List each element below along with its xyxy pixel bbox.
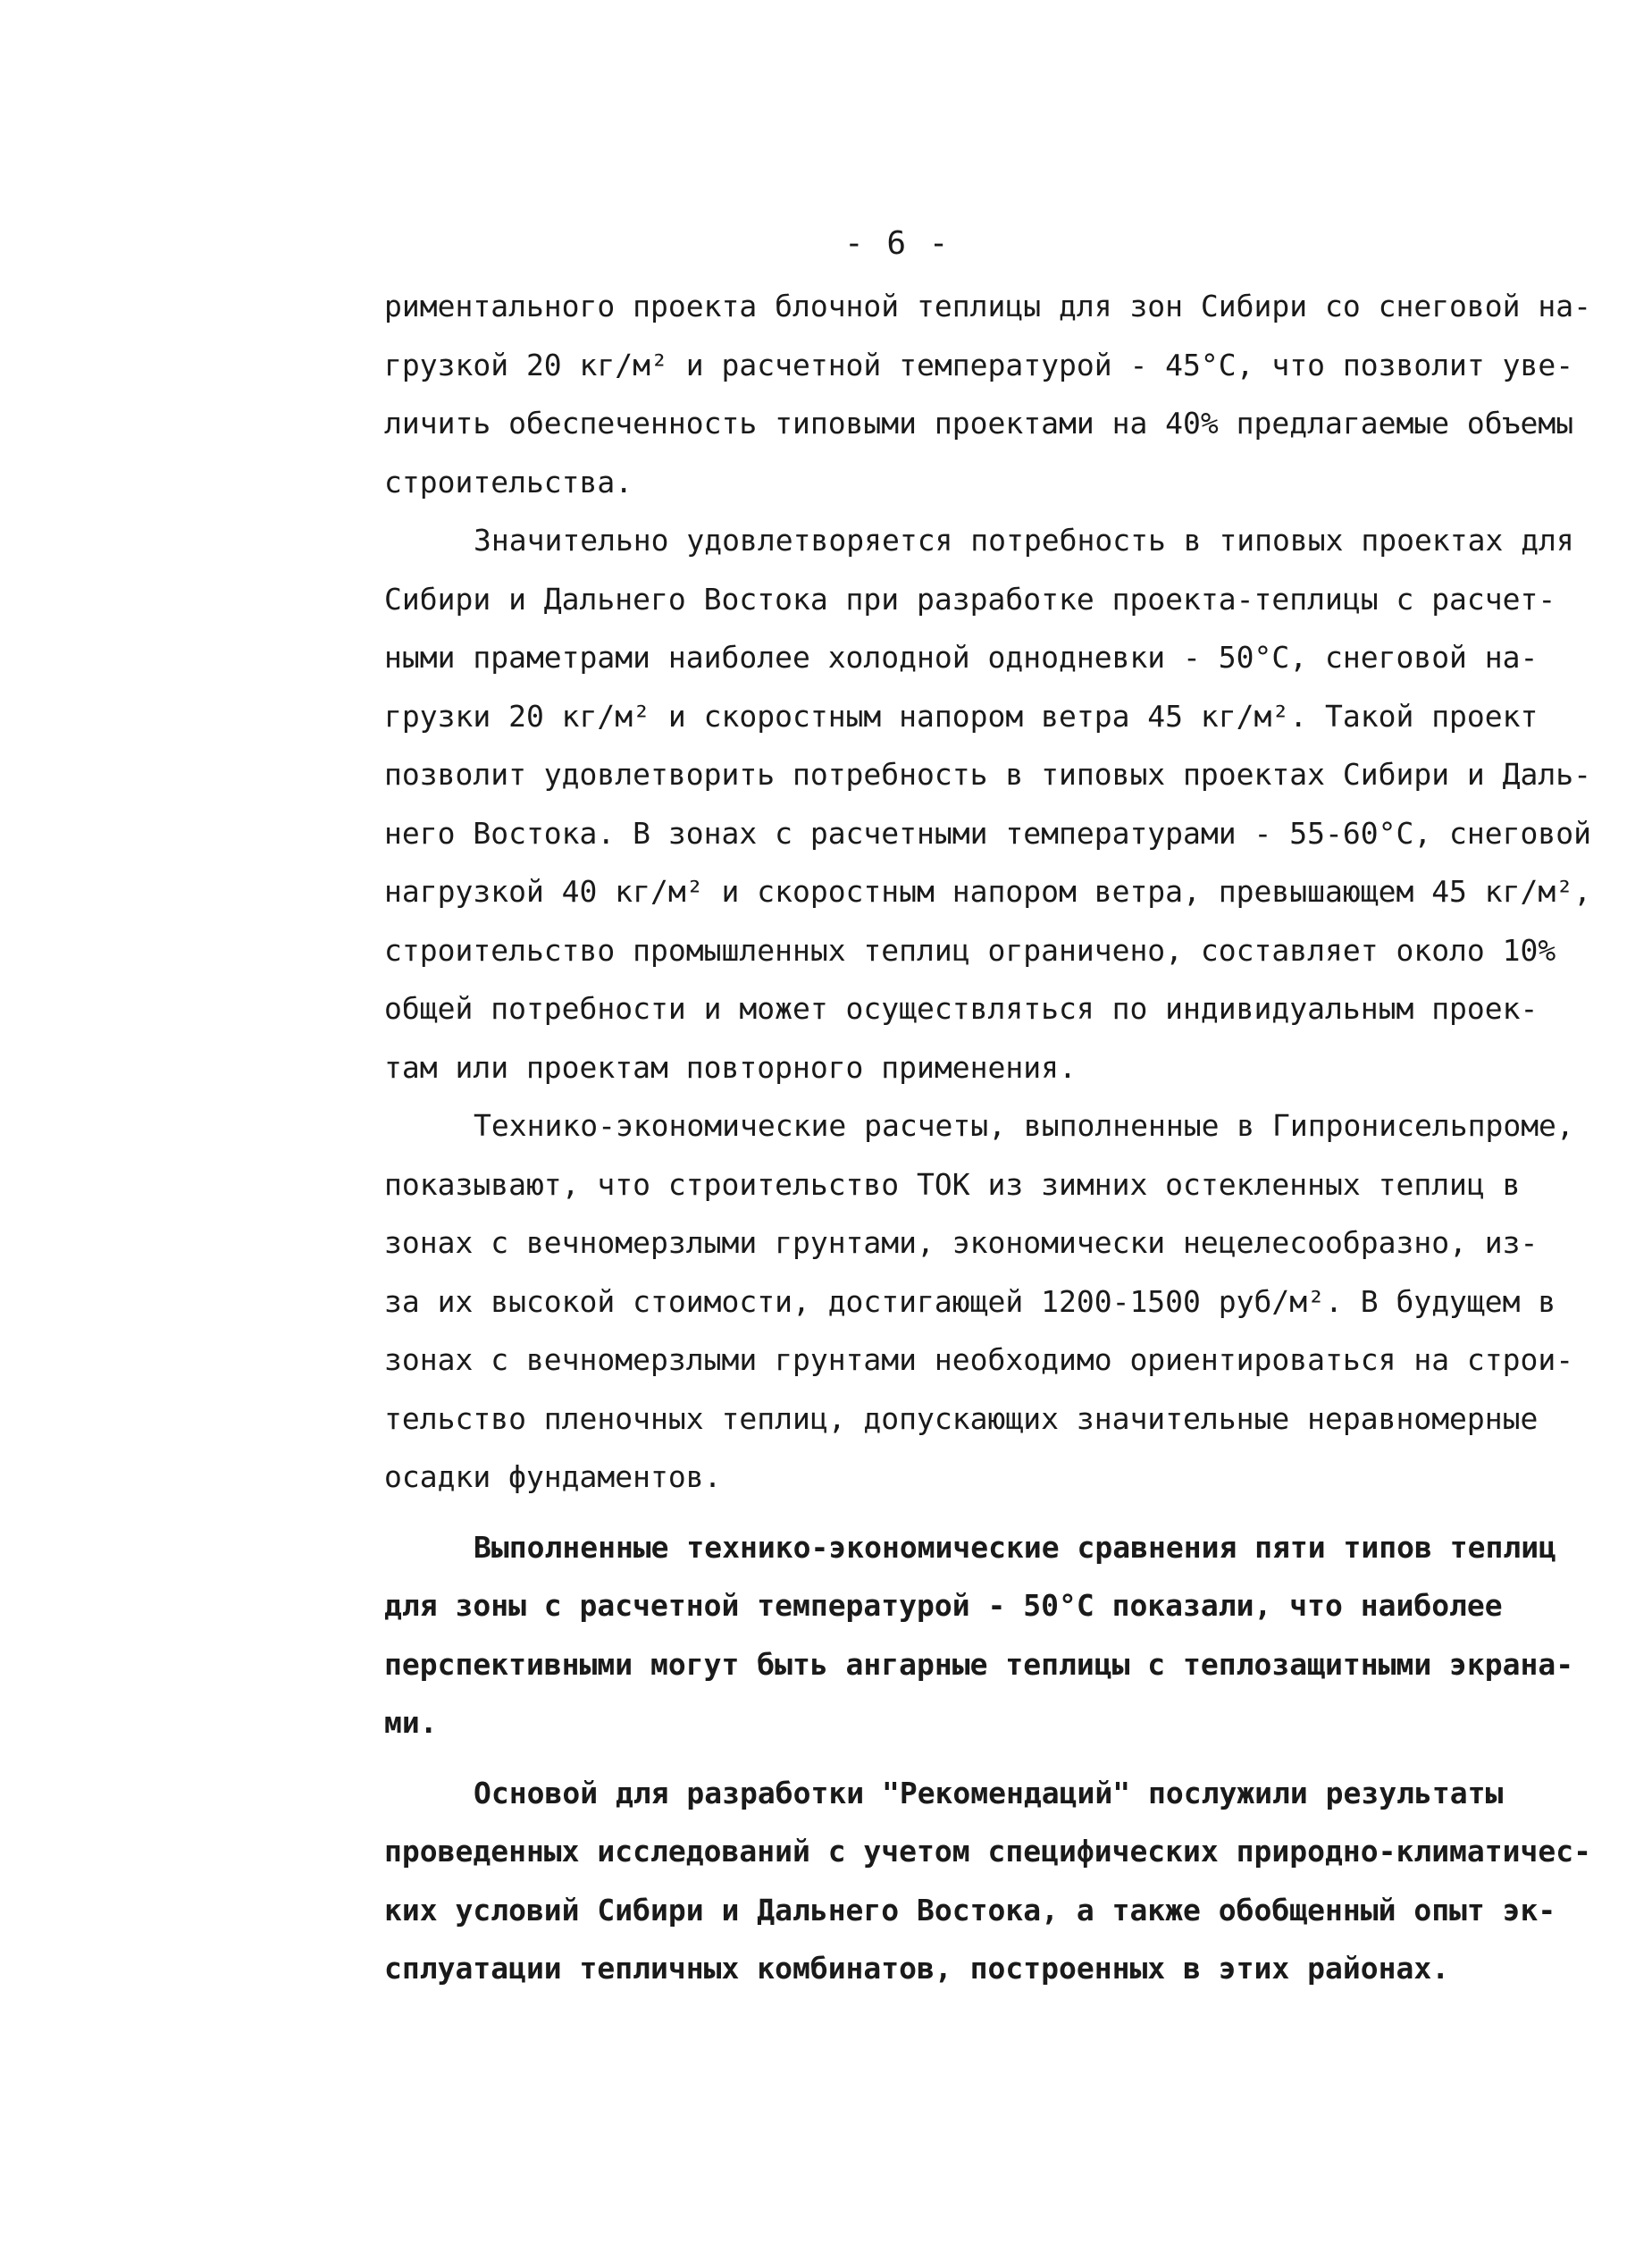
text-line: личить обеспеченность типовыми проектами на 40% предлагаемые объемы	[384, 406, 1574, 441]
text-line: строительство промышленных теплиц ограничено, составляет около 10%	[384, 932, 1556, 968]
text-line: грузкой 20 кг/м² и расчетной температурой - 45°С, что позволит уве-	[384, 347, 1574, 382]
text-line: общей потребности и может осуществляться по индивидуальным проек-	[384, 991, 1539, 1026]
text-line: проведенных исследований с учетом специфических природно-климатичес-	[384, 1834, 1592, 1869]
text-line: него Востока. В зонах с расчетными температурами - 55-60°С, снеговой	[384, 815, 1592, 851]
page-number: - 6 -	[844, 225, 951, 262]
text-line: риментального проекта блочной теплицы для зон Сибири со снеговой на-	[384, 289, 1592, 323]
text-line: для зоны с расчетной температурой - 50°С показали, что наиболее	[384, 1588, 1503, 1623]
text-line: зонах с вечномерзлыми грунтами необходимо ориентироваться на строи-	[384, 1342, 1574, 1377]
text-line: зонах с вечномерзлыми грунтами, экономически нецелесообразно, из-	[384, 1225, 1539, 1260]
text-line: нагрузкой 40 кг/м² и скоростным напором ветра, превышающем 45 кг/м²,	[384, 874, 1592, 909]
document-body	[384, 277, 1592, 1998]
text-line: перспективными могут быть ангарные теплицы с теплозащитными экрана-	[384, 1646, 1574, 1682]
paragraph-3	[384, 1096, 1572, 1507]
text-line: показывают, что строительство ТОК из зимних остекленных теплиц в	[384, 1166, 1521, 1202]
text-line: ными праметрами наиболее холодной однодневки - 50°С, снеговой на-	[384, 640, 1539, 675]
text-line: грузки 20 кг/м² и скоростным напором ветра 45 кг/м². Такой проект	[384, 698, 1539, 734]
text-line: Значительно удовлетворяется потребность в типовых проектах для	[474, 523, 1574, 558]
text-line: позволит удовлетворить потребность в типовых проектах Сибири и Даль-	[384, 757, 1592, 792]
text-line: там или проектам повторного применения.	[384, 1049, 1077, 1085]
text-line: Основой для разработки "Рекомендаций" послужили результаты	[474, 1775, 1504, 1810]
paragraph-1	[384, 277, 1592, 511]
paragraph-4	[384, 1518, 1572, 1752]
text-line: тельство пленочных теплиц, допускающих значительные неравномерные	[384, 1400, 1539, 1436]
text-line: ких условий Сибири и Дальнего Востока, а также обобщенный опыт эк-	[384, 1892, 1556, 1928]
text-line: Выполненные технико-экономические сравнения пяти типов теплиц	[474, 1529, 1556, 1565]
text-line: за их высокой стоимости, достигающей 1200-1500 руб/м². В будущем в	[384, 1283, 1556, 1319]
text-line: Сибири и Дальнего Востока при разработке проекта-теплицы с расчет-	[384, 581, 1556, 617]
text-line: строительства.	[384, 464, 633, 500]
text-line: сплуатации тепличных комбинатов, построенных в этих районах.	[384, 1951, 1450, 1986]
text-line: осадки фундаментов.	[384, 1459, 722, 1494]
text-line: Технико-экономические расчеты, выполненные в Гипронисельпроме,	[474, 1108, 1574, 1143]
paragraph-2	[384, 511, 1592, 1096]
text-line: ми.	[384, 1705, 438, 1740]
paragraph-5	[384, 1764, 1592, 1998]
